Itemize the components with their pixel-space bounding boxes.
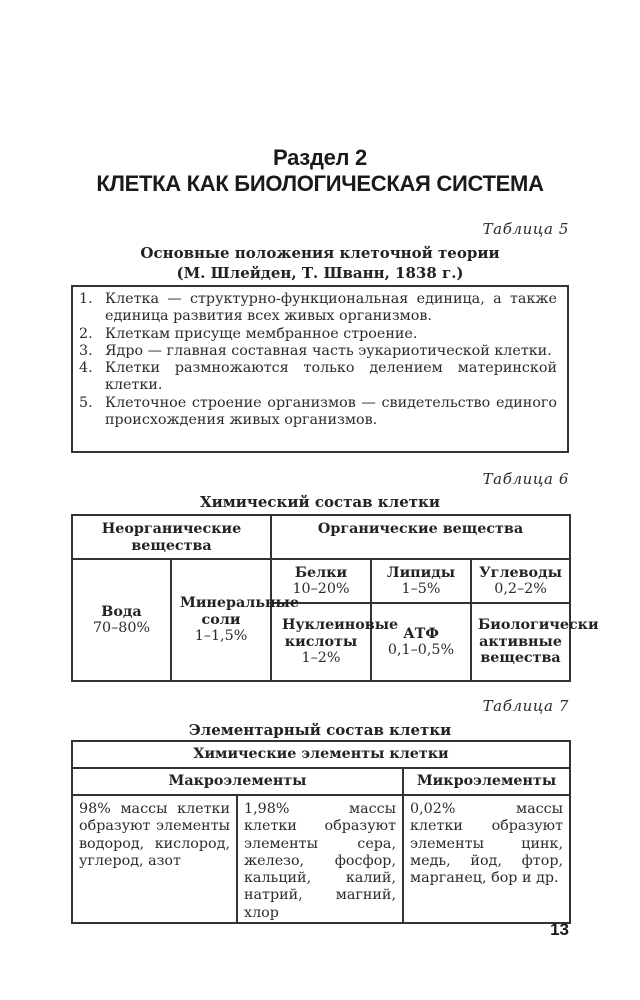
item-text: Клеткам присуще мембранное строение.	[105, 325, 418, 342]
table5-title-line2: (М. Шлейден, Т. Шванн, 1838 г.)	[176, 264, 464, 282]
proteins-name: Белки	[294, 564, 348, 581]
item-number: 5.	[79, 394, 93, 411]
lipids-value: 1–5%	[401, 581, 441, 597]
item-number: 2.	[79, 325, 93, 342]
header-macro: Макроэлементы	[72, 768, 403, 795]
item-text: Ядро — главная составная часть эукариотической клетки.	[105, 342, 552, 359]
table7-label: Таблица 7	[482, 697, 569, 715]
table6-title: Химический состав клетки	[199, 493, 440, 511]
list-item	[79, 326, 557, 343]
section-number: Раздел 2	[273, 145, 367, 170]
bioactive-name: Биологически активные вещества	[478, 617, 599, 667]
item-text: Клетки размножаются только делением материнской клетки.	[105, 360, 557, 394]
atp-value: 0,1–0,5%	[387, 642, 455, 658]
item-text: Клеточное строение организмов — свидетельство единого происхождения живых организмов.	[105, 394, 557, 429]
proteins-value: 10–20%	[292, 581, 350, 597]
header-organic: Органические вещества	[271, 515, 570, 559]
cell-theory-box	[71, 285, 569, 453]
water-name: Вода	[101, 603, 142, 620]
nucleic-value: 1–2%	[301, 650, 341, 667]
carbs-name: Углеводы	[479, 564, 562, 581]
table7-title: Элементарный состав клетки	[188, 721, 452, 739]
cell-nucleic-acids	[271, 603, 399, 681]
salts-name: Минеральные соли	[180, 595, 299, 628]
table5-title	[71, 243, 569, 283]
cell-theory-list	[79, 291, 557, 429]
item-number: 3.	[79, 342, 93, 359]
cell-macro-minor: 1,98% массы клетки образуют элементы сера, железо, фосфор, кальций, калий, натрий, магний, хлор	[237, 795, 403, 923]
chemical-composition-table	[71, 514, 599, 682]
cell-micro: 0,02% массы клетки образуют элементы цинк, медь, йод, фтор, марганец, бор и др.	[403, 795, 570, 923]
cell-mineral-salts	[171, 559, 299, 681]
cell-macro-main: 98% массы клетки образуют элементы водород, кислород, углерод, азот	[72, 795, 237, 923]
table6-label: Таблица 6	[482, 470, 569, 488]
lipids-name: Липиды	[386, 564, 456, 581]
table5-title-line1: Основные положения клеточной теории	[140, 244, 500, 262]
table5-label: Таблица 5	[482, 220, 569, 238]
elemental-composition-table	[71, 740, 571, 924]
atp-name: АТФ	[403, 625, 439, 642]
carbs-value: 0,2–2%	[494, 581, 547, 597]
header-micro: Микроэлементы	[403, 768, 570, 795]
cell-carbohydrates	[471, 559, 570, 603]
header-elements: Химические элементы клетки	[72, 741, 570, 768]
cell-atp	[371, 603, 471, 681]
list-item	[79, 360, 557, 395]
list-item	[79, 395, 557, 430]
header-inorganic: Неорганические вещества	[72, 515, 271, 559]
cell-bioactive	[471, 603, 599, 681]
item-number: 4.	[79, 360, 93, 377]
section-title: КЛЕТКА КАК БИОЛОГИЧЕСКАЯ СИСТЕМА	[96, 171, 544, 196]
list-item	[79, 291, 557, 326]
water-value: 70–80%	[92, 620, 151, 636]
cell-water	[72, 559, 171, 681]
list-item	[79, 343, 557, 360]
nucleic-name: Нуклеиновые кислоты	[282, 617, 399, 650]
item-text: Клетка — структурно-функциональная единица, а также единица развития всех живых организмов.	[105, 291, 557, 325]
item-number: 1.	[79, 291, 93, 307]
cell-lipids	[371, 559, 471, 603]
page-number: 13	[550, 920, 569, 939]
salts-value: 1–1,5%	[194, 628, 248, 645]
